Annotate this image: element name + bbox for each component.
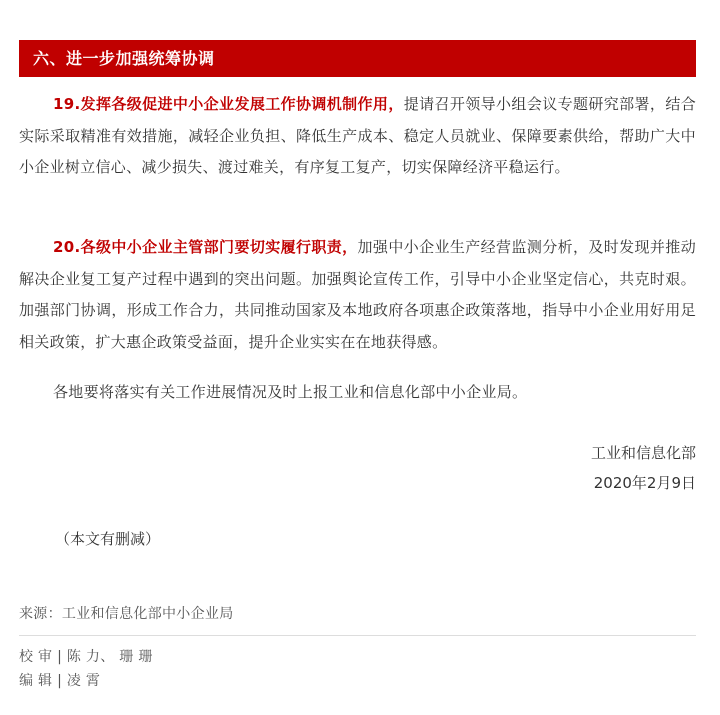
signature-block: [591, 438, 696, 498]
paragraph-text: 加强中小企业生产经营监测分析，及时发现并推动解决企业复工复产过程中遇到的突出问题。加强舆论宣传工作，引导中小企业坚定信心，共克时艰。加强部门协调，形成工作合力，共同推动国家及本地政府各项惠企政策落地，指导中小企业用好用足相关政策，扩大惠企政策受益面，提升企业实实在在地获得感。: [19, 238, 696, 351]
paragraph-text: 各地要将落实有关工作进展情况及时上报工业和信息化部中小企业局。: [53, 383, 528, 401]
proofread-credit: 校 审 | 陈 力、 珊 珊: [19, 649, 153, 665]
paragraph-lead: 20.各级中小企业主管部门要切实履行职责，: [53, 238, 358, 256]
signature-org: 工业和信息化部: [590, 444, 696, 462]
paragraph-20: [19, 232, 696, 358]
paragraph-text: 提请召开领导小组会议专题研究部署，结合实际采取精准有效措施，减轻企业负担、降低生产成本、稳定人员就业、保障要素供给，帮助广大中小企业树立信心、减少损失、渡过难关，有序复工复产，切实保障经济平稳运行。: [19, 95, 697, 176]
section-heading: 六、进一步加强统筹协调: [19, 40, 696, 77]
editor-credit: 编 辑 | 凌 霄: [19, 673, 101, 689]
abridged-note: （本文有删减）: [55, 530, 161, 548]
paragraph-closing: [19, 377, 696, 409]
paragraph-lead: 19.发挥各级促进中小企业发展工作协调机制作用，: [53, 95, 404, 113]
footer-divider: [19, 635, 696, 636]
paragraph-19: [19, 89, 696, 184]
signature-date: 2020年2月9日: [593, 474, 696, 492]
source-line: 来源：工业和信息化部中小企业局: [19, 606, 234, 622]
